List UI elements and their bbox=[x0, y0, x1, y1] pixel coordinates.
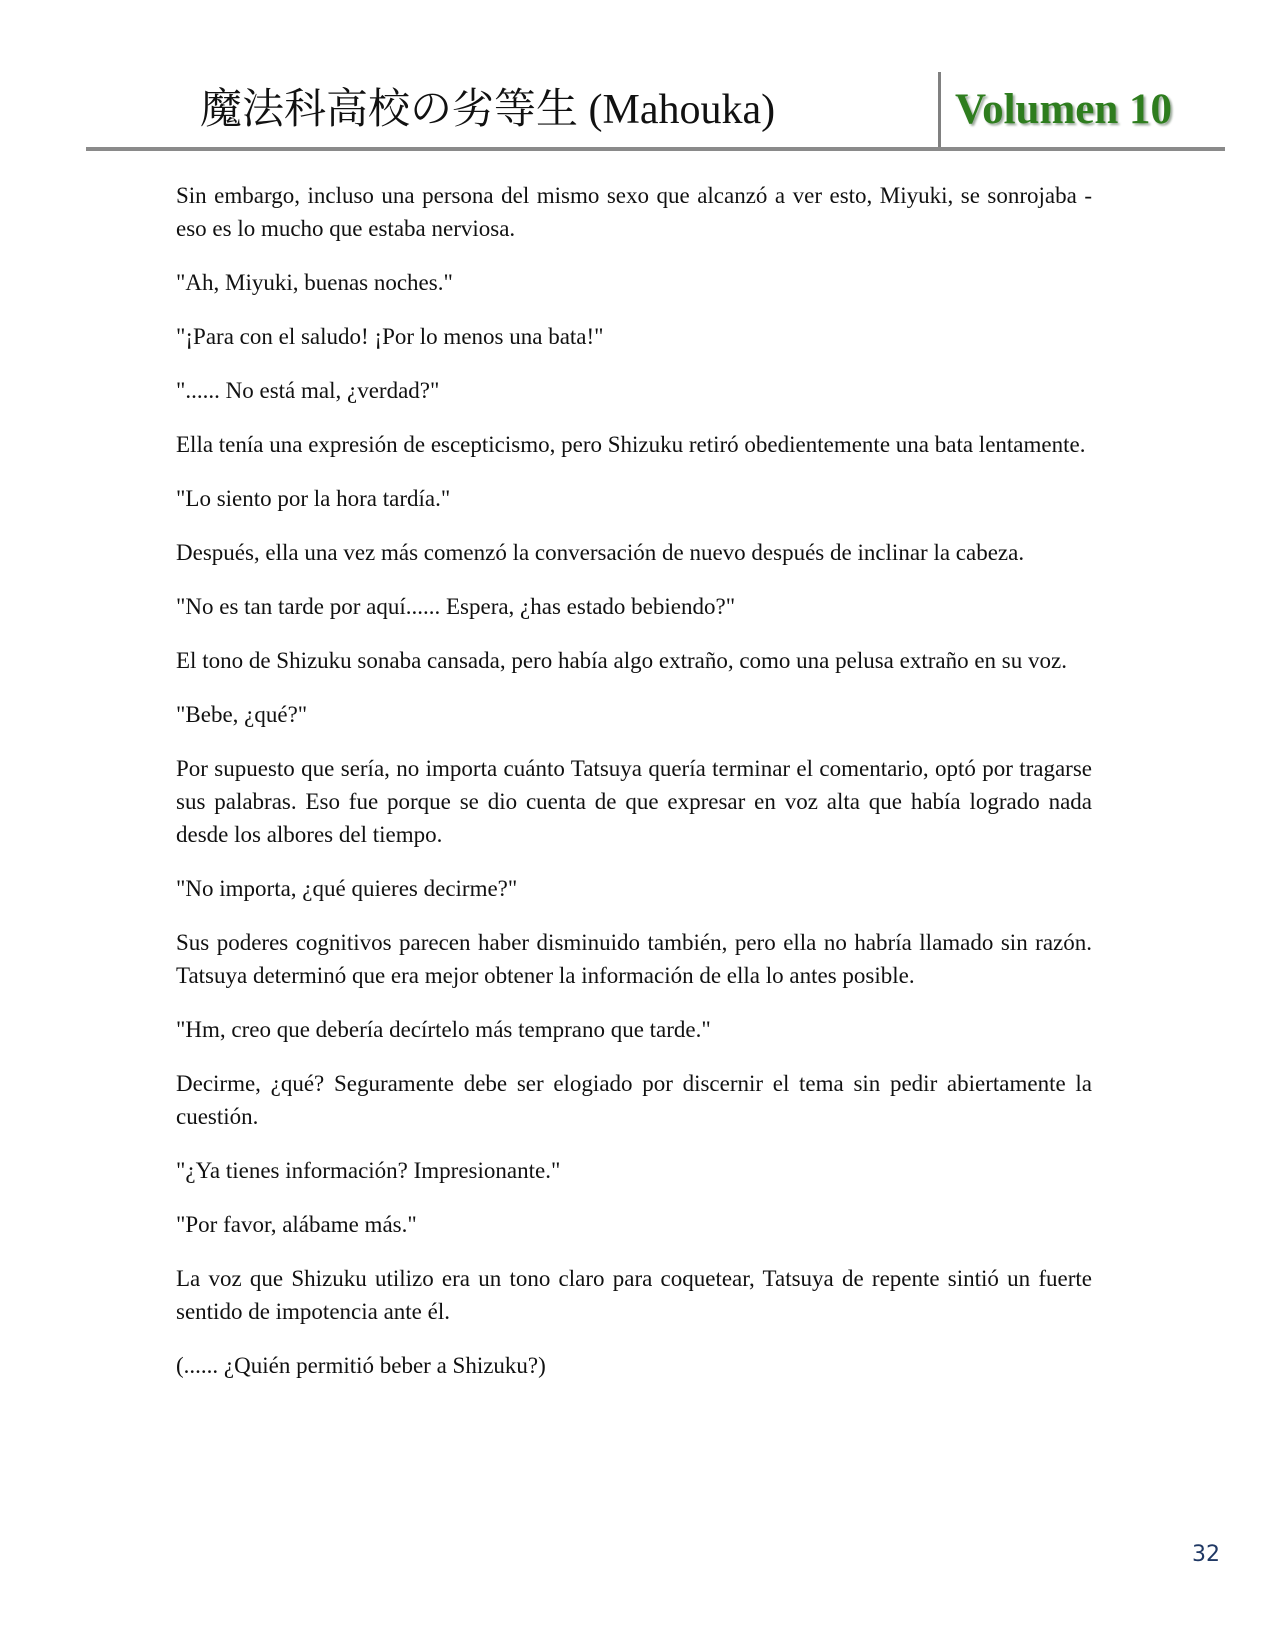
paragraph: "Ah, Miyuki, buenas noches." bbox=[176, 270, 453, 295]
paragraph: Ella tenía una expresión de escepticismo, pero Shizuku retiró obedientemente una bata lentamente. bbox=[176, 432, 1086, 457]
paragraph: Después, ella una vez más comenzó la conversación de nuevo después de inclinar la cabeza. bbox=[176, 540, 1025, 565]
page-header bbox=[0, 0, 1275, 160]
paragraph: El tono de Shizuku sonaba cansada, pero había algo extraño, como una pelusa extraño en su voz. bbox=[176, 648, 1067, 673]
paragraph: Decirme, ¿qué? Seguramente debe ser elogiado por discernir el tema sin pedir abiertamente la cuestión. bbox=[176, 1071, 1092, 1129]
paragraph: "Hm, creo que debería decírtelo más temprano que tarde." bbox=[176, 1017, 711, 1042]
page-number: 32 bbox=[1192, 1542, 1220, 1567]
paragraph: La voz que Shizuku utilizo era un tono claro para coquetear, Tatsuya de repente sintió un fuerte sentido de impotencia ante él. bbox=[176, 1266, 1092, 1324]
paragraph: "Lo siento por la hora tardía." bbox=[176, 486, 451, 511]
paragraph: "No es tan tarde por aquí...... Espera, ¿has estado bebiendo?" bbox=[176, 594, 736, 619]
paragraph: Sin embargo, incluso una persona del mismo sexo que alcanzó a ver esto, Miyuki, se sonrojaba - eso es lo mucho que estaba nerviosa. bbox=[176, 183, 1092, 241]
volume-label: Volumen 10 bbox=[955, 86, 1173, 133]
paragraph: (...... ¿Quién permitió beber a Shizuku?) bbox=[176, 1353, 546, 1378]
paragraph: "¿Ya tienes información? Impresionante." bbox=[176, 1158, 561, 1183]
paragraph: "No importa, ¿qué quieres decirme?" bbox=[176, 876, 518, 901]
body-text bbox=[176, 179, 1092, 1403]
paragraph: "Bebe, ¿qué?" bbox=[176, 702, 308, 727]
paragraph: "Por favor, alábame más." bbox=[176, 1212, 417, 1237]
header-rule bbox=[86, 147, 1225, 151]
paragraph: Por supuesto que sería, no importa cuánto Tatsuya quería terminar el comentario, optó por tragarse sus palabras. Eso fue porque se dio cuenta de que expresar en voz alta que había logrado nada desde los albores del tiempo. bbox=[176, 756, 1092, 847]
header-divider bbox=[938, 72, 941, 150]
paragraph: "¡Para con el saludo! ¡Por lo menos una bata!" bbox=[176, 324, 604, 349]
paragraph: "...... No está mal, ¿verdad?" bbox=[176, 378, 440, 403]
header-title: 魔法科高校の劣等生 (Mahouka) bbox=[200, 87, 776, 133]
paragraph: Sus poderes cognitivos parecen haber disminuido también, pero ella no habría llamado sin razón. Tatsuya determinó que era mejor obtener la información de ella lo antes posible. bbox=[176, 930, 1092, 988]
